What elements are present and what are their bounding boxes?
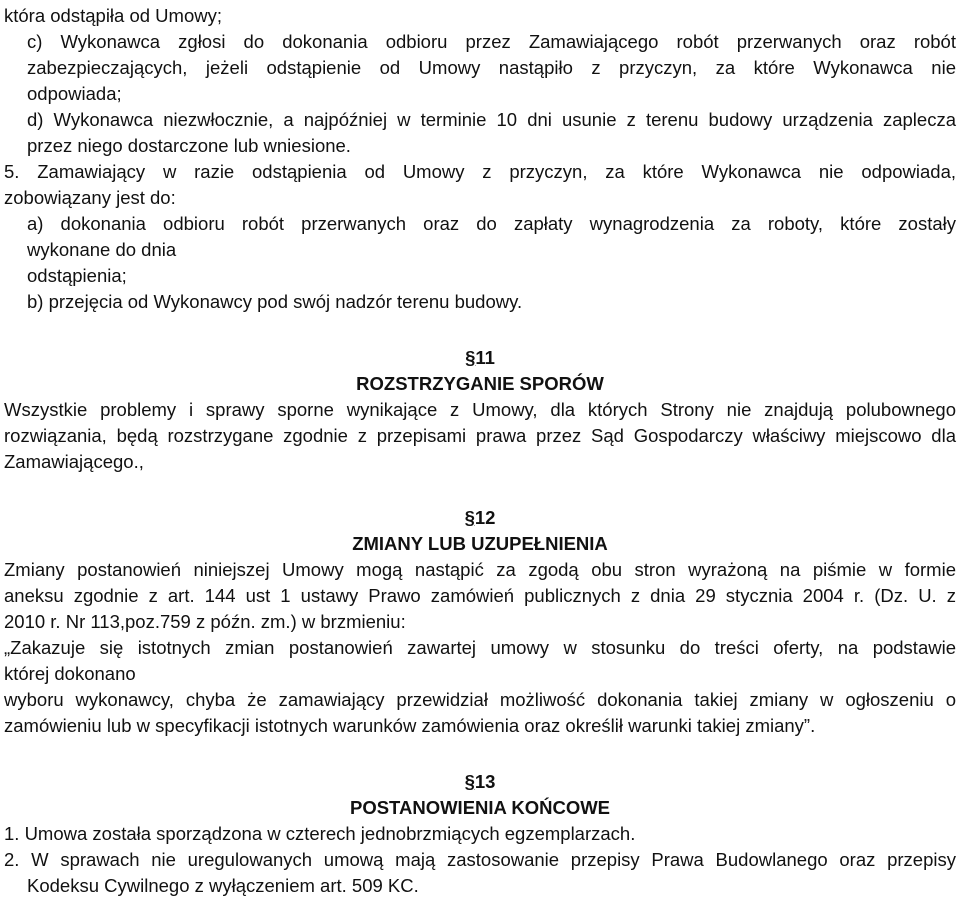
text-line: Zmiany postanowień niniejszej Umowy mogą nastąpić za zgodą obu stron wyrażoną na piśmie w formie: [4, 559, 956, 580]
text-line: przez niego dostarczone lub wniesione.: [27, 135, 351, 156]
section-number-value: 12: [474, 507, 496, 528]
text-line: wyboru wykonawcy, chyba że zamawiający przewidział możliwość dokonania takiej zmiany w ogłoszeniu o: [4, 689, 956, 710]
text-line: 1. Umowa została sporządzona w czterech jednobrzmiących egzemplarzach.: [4, 823, 636, 844]
text-line: zobowiązany jest do:: [4, 187, 176, 208]
text-line: c) Wykonawca zgłosi do dokonania odbioru przez Zamawiającego robót przerwanych oraz robót: [27, 31, 956, 52]
text-line: Zamawiającego.,: [4, 451, 144, 472]
text-line: d) Wykonawca niezwłocznie, a najpóźniej w terminie 10 dni usunie z terenu budowy urządzenia zaplecza: [27, 109, 956, 130]
text-line: Kodeksu Cywilnego z wyłączeniem art. 509 KC.: [27, 875, 419, 896]
text-line: zamówieniu lub w specyfikacji istotnych warunków zamówienia oraz określił warunki takiej zmiany”.: [4, 715, 816, 736]
paragraph-sign: §: [464, 771, 475, 792]
paragraph-sign: §: [464, 507, 475, 528]
text-line: odpowiada;: [27, 83, 122, 104]
text-line: 2010 r. Nr 113,poz.759 z późn. zm.) w brzmieniu:: [4, 611, 406, 632]
section-title: ZMIANY LUB UZUPEŁNIENIA: [352, 533, 608, 554]
text-line: Wszystkie problemy i sprawy sporne wynikające z Umowy, dla których Strony nie znajdują polubownego: [4, 399, 956, 420]
text-line: zabezpieczających, jeżeli odstąpienie od Umowy nastąpiło z przyczyn, za które Wykonawca nie: [27, 57, 956, 78]
section-number: [0, 769, 960, 795]
text-line: wykonane do dnia: [27, 239, 177, 260]
section-number: [0, 345, 960, 371]
section-title: POSTANOWIENIA KOŃCOWE: [349, 797, 611, 818]
section-number-value: 13: [474, 771, 496, 792]
paragraph-sign: §: [465, 347, 476, 368]
section-number: [0, 505, 960, 531]
text-line: która odstąpiła od Umowy;: [4, 5, 222, 26]
section-number-value: 11: [475, 347, 495, 368]
text-line: aneksu zgodnie z art. 144 ust 1 ustawy Prawo zamówień publicznych z dnia 29 stycznia 2004 r. (Dz. U. z: [4, 585, 956, 606]
text-line: 2. W sprawach nie uregulowanych umową mają zastosowanie przepisy Prawa Budowlanego oraz przepisy: [4, 849, 956, 870]
section-title: ROZSTRZYGANIE SPORÓW: [356, 373, 604, 394]
text-line: „Zakazuje się istotnych zmian postanowień zawartej umowy w stosunku do treści oferty, na podstawie: [4, 637, 956, 658]
text-line: a) dokonania odbioru robót przerwanych oraz do zapłaty wynagrodzenia za roboty, które zostały: [27, 213, 956, 234]
text-line: b) przejęcia od Wykonawcy pod swój nadzór terenu budowy.: [27, 291, 523, 312]
text-line: której dokonano: [4, 663, 136, 684]
text-line: rozwiązania, będą rozstrzygane zgodnie z przepisami prawa przez Sąd Gospodarczy właściwy miejscowo dla: [4, 425, 956, 446]
text-line: odstąpienia;: [27, 265, 127, 286]
text-line: 5. Zamawiający w razie odstąpienia od Umowy z przyczyn, za które Wykonawca nie odpowiada,: [4, 161, 956, 182]
